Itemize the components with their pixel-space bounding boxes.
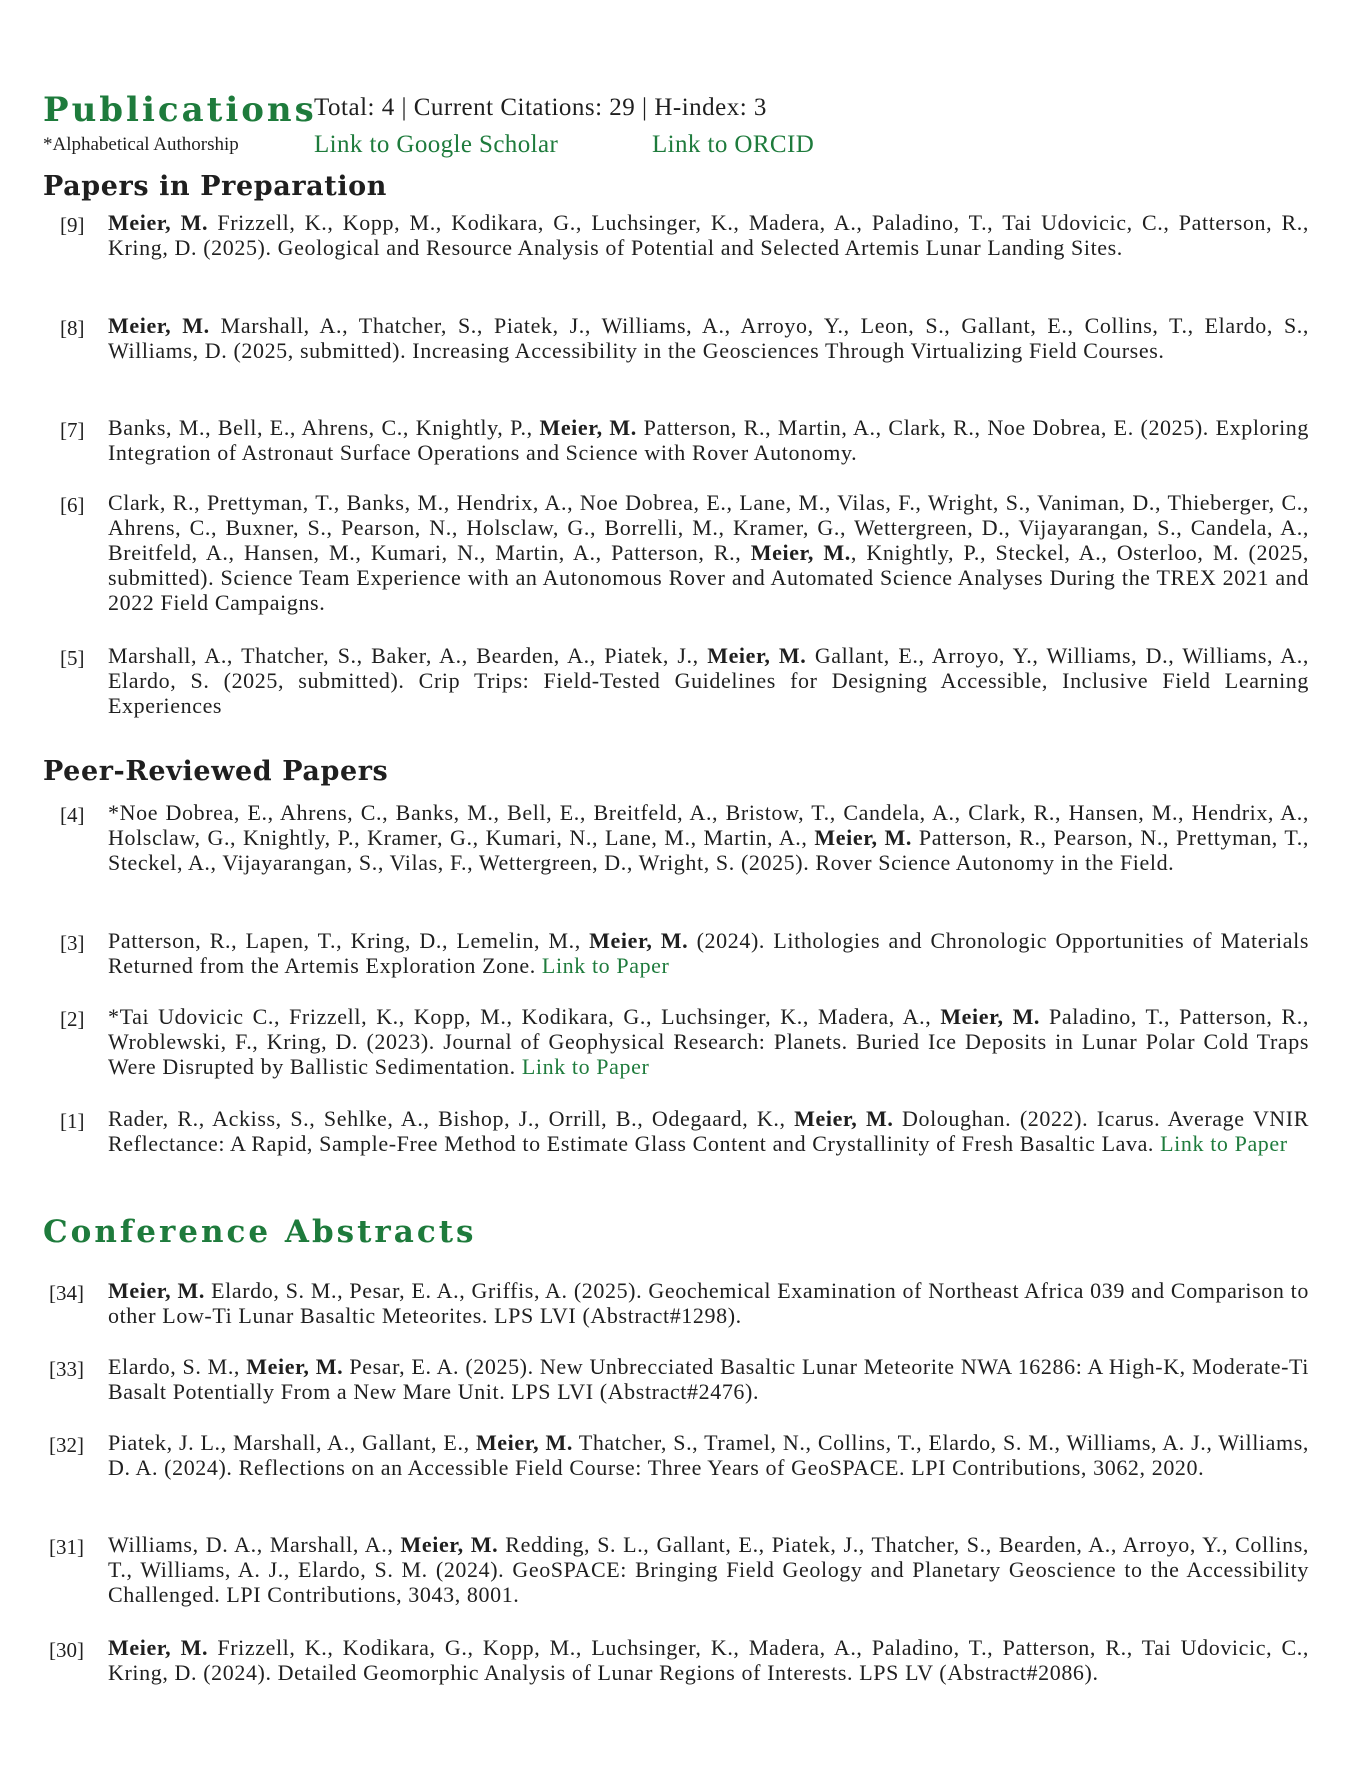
entry-number: [33]: [49, 1357, 84, 1381]
highlighted-author: Meier, M.: [589, 928, 689, 953]
entry-number: [6]: [60, 493, 85, 517]
entry-number: [5]: [60, 646, 85, 670]
entry-number: [30]: [49, 1638, 84, 1662]
highlighted-author: Meier, M.: [246, 1354, 344, 1379]
citation-segment: Frizzell, K., Kodikara, G., Kopp, M., Luchsinger, K., Madera, A., Paladino, T., Patterson, R., Tai Udovicic, C., Kring, D. (2024). Detailed Geomorphic Analysis of Lunar Regions of Interests. LPS LV (Abstract#2086).: [108, 1635, 1309, 1685]
citation-text: [108, 1354, 1309, 1404]
citation-segment: Clark, R., Prettyman, T., Banks, M., Hendrix, A., Noe Dobrea, E., Lane, M., Vilas, F., Wright, S., Vaniman, D., Thieberger, C., Ahrens, C., Buxner, S., Pearson, N., Holsclaw, G., Borrelli, M., Kramer, G., Wettergreen, D., Vijayarangan, S., Candela, A., Breitfeld, A., Hansen, M., Kumari, N., Martin, A., Patterson, R.,: [108, 490, 1309, 565]
citation-segment: Marshall, A., Thatcher, S., Baker, A., Bearden, A., Piatek, J.,: [108, 643, 708, 668]
entry-number: [8]: [60, 316, 85, 340]
entry-number: [1]: [60, 1109, 85, 1133]
entry-number: [32]: [49, 1433, 84, 1457]
highlighted-author: Meier, M.: [794, 1106, 894, 1131]
citation-text: [108, 415, 1309, 465]
entry-number: [3]: [60, 931, 85, 955]
highlighted-author: Meier, M.: [940, 1004, 1041, 1029]
highlighted-author: Meier, M.: [400, 1532, 499, 1557]
publications-title: Publications: [43, 90, 317, 130]
highlighted-author: Meier, M.: [539, 415, 637, 440]
citation-text: [108, 1635, 1309, 1685]
highlighted-author: Meier, M.: [475, 1430, 573, 1455]
citation-segment: Patterson, R., Pearson, N., Prettyman, T., Steckel, A., Vijayarangan, S., Vilas, F., Wettergreen, D., Wright, S. (2025). Rover Science Autonomy in the Field.: [108, 825, 1309, 875]
citation-segment: *Noe Dobrea, E., Ahrens, C., Banks, M., Bell, E., Breitfeld, A., Bristow, T., Candela, A., Clark, R., Hansen, M., Hendrix, A., Holsclaw, G., Knightly, P., Kramer, G., Kumari, N., Lane, M., Martin, A.,: [108, 800, 1309, 850]
citation-text: [108, 490, 1309, 615]
citation-segment: Thatcher, S., Tramel, N., Collins, T., Elardo, S. M., Williams, A. J., Williams, D. A. (2024). Reflections on an Accessible Field Course: Three Years of GeoSPACE. LPI Contributions, 3062, 2020.: [108, 1430, 1309, 1480]
citation-segment: , Knightly, P., Steckel, A., Osterloo, M. (2025, submitted). Science Team Experience with an Autonomous Rover and Automated Science Analyses During the TREX 2021 and 2022 Field Campaigns.: [108, 540, 1309, 615]
citation-segment: Doloughan. (2022). Icarus. Average VNIR Reflectance: A Rapid, Sample-Free Method to Estimate Glass Content and Crystallinity of Fresh Basaltic Lava.: [108, 1106, 1309, 1156]
highlighted-author: Meier, M.: [108, 1278, 205, 1303]
entry-number: [7]: [60, 418, 85, 442]
highlighted-author: Meier, M.: [707, 643, 807, 668]
citation-segment: (2024). Lithologies and Chronologic Opportunities of Materials Returned from the Artemis Exploration Zone.: [108, 928, 1309, 978]
highlighted-author: Meier, M.: [750, 540, 851, 565]
link-to-paper[interactable]: Link to Paper: [1160, 1131, 1288, 1156]
citation-text: [108, 1278, 1309, 1328]
citation-segment: Williams, D. A., Marshall, A.,: [108, 1532, 401, 1557]
citation-text: [108, 800, 1309, 875]
citation-text: [108, 643, 1309, 718]
citation-segment: Elardo, S. M., Pesar, E. A., Griffis, A. (2025). Geochemical Examination of Northeast Africa 039 and Comparison to other Low-Ti Lunar Basaltic Meteorites. LPS LVI (Abstract#1298).: [108, 1278, 1309, 1328]
orcid-link[interactable]: Link to ORCID: [652, 131, 815, 158]
citation-segment: Pesar, E. A. (2025). New Unbrecciated Basaltic Lunar Meteorite NWA 16286: A High-K, Moderate-Ti Basalt Potentially From a New Mare Unit. LPS LVI (Abstract#2476).: [108, 1354, 1309, 1404]
link-to-paper[interactable]: Link to Paper: [521, 1054, 650, 1079]
highlighted-author: Meier, M.: [108, 1635, 209, 1660]
entry-number: [4]: [60, 803, 85, 827]
link-to-paper[interactable]: Link to Paper: [541, 953, 670, 978]
highlighted-author: Meier, M.: [108, 313, 210, 338]
highlighted-author: Meier, M.: [108, 210, 209, 235]
citation-text: [108, 1532, 1309, 1607]
citation-text: [108, 928, 1309, 978]
citation-segment: Patterson, R., Lapen, T., Kring, D., Lemelin, M.,: [108, 928, 590, 953]
citation-stats: Total: 4 | Current Citations: 29 | H-index: 3: [314, 94, 767, 121]
conference-abstracts-heading: Conference Abstracts: [43, 1214, 477, 1250]
papers-in-preparation-heading: Papers in Preparation: [43, 171, 388, 202]
citation-segment: Gallant, E., Arroyo, Y., Williams, D., Williams, A., Elardo, S. (2025, submitted). Crip Trips: Field-Tested Guidelines for Designing Accessible, Inclusive Field Learning Experiences: [108, 643, 1309, 718]
citation-segment: Elardo, S. M.,: [108, 1354, 247, 1379]
citation-segment: *Tai Udovicic C., Frizzell, K., Kopp, M., Kodikara, G., Luchsinger, K., Madera, A.,: [108, 1004, 941, 1029]
authorship-note: *Alphabetical Authorship: [43, 134, 239, 155]
citation-segment: Banks, M., Bell, E., Ahrens, C., Knightly, P.,: [108, 415, 540, 440]
highlighted-author: Meier, M.: [814, 825, 913, 850]
google-scholar-link[interactable]: Link to Google Scholar: [314, 131, 559, 158]
citation-segment: Redding, S. L., Gallant, E., Piatek, J., Thatcher, S., Bearden, A., Arroyo, Y., Collins, T., Williams, A. J., Elardo, S. M. (2024). GeoSPACE: Bringing Field Geology and Planetary Geoscience to the Accessibility Challenged. LPI Contributions, 3043, 8001.: [108, 1532, 1309, 1607]
citation-segment: Marshall, A., Thatcher, S., Piatek, J., Williams, A., Arroyo, Y., Leon, S., Gallant, E., Collins, T., Elardo, S., Williams, D. (2025, submitted). Increasing Accessibility in the Geosciences Through Virtualizing Field Courses.: [108, 313, 1309, 363]
citation-segment: Patterson, R., Martin, A., Clark, R., Noe Dobrea, E. (2025). Exploring Integration of Astronaut Surface Operations and Science with Rover Autonomy.: [108, 415, 1309, 465]
peer-reviewed-papers-heading: Peer-Reviewed Papers: [43, 756, 389, 787]
citation-text: [108, 1430, 1309, 1480]
citation-segment: Piatek, J. L., Marshall, A., Gallant, E.,: [108, 1430, 476, 1455]
citation-segment: Paladino, T., Patterson, R., Wroblewski, F., Kring, D. (2023). Journal of Geophysical Research: Planets. Buried Ice Deposits in Lunar Polar Cold Traps Were Disrupted by Ballistic Sedimentation.: [108, 1004, 1309, 1079]
citation-text: [108, 210, 1309, 260]
entry-number: [2]: [60, 1007, 85, 1031]
citation-text: [108, 1004, 1309, 1079]
citation-text: [108, 1106, 1309, 1156]
citation-text: [108, 313, 1309, 363]
entry-number: [34]: [49, 1281, 84, 1305]
citation-segment: Frizzell, K., Kopp, M., Kodikara, G., Luchsinger, K., Madera, A., Paladino, T., Tai Udovicic, C., Patterson, R., Kring, D. (2025). Geological and Resource Analysis of Potential and Selected Artemis Lunar Landing Sites.: [108, 210, 1309, 260]
entry-number: [31]: [49, 1535, 84, 1559]
entry-number: [9]: [60, 213, 85, 237]
citation-segment: Rader, R., Ackiss, S., Sehlke, A., Bishop, J., Orrill, B., Odegaard, K.,: [108, 1106, 795, 1131]
